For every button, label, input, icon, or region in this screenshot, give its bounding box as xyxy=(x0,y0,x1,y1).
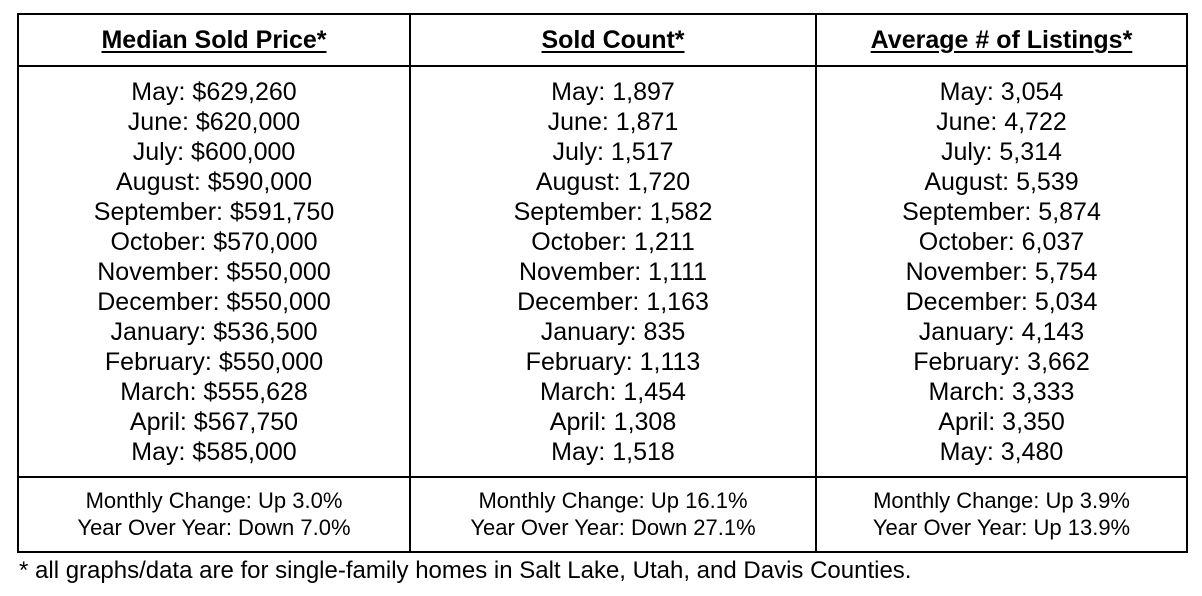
value-line: December: 5,034 xyxy=(905,288,1098,316)
year-over-year: Year Over Year: Down 7.0% xyxy=(77,515,351,540)
value-line: March: 3,333 xyxy=(928,378,1075,406)
value-line: February: 3,662 xyxy=(913,348,1090,376)
monthly-change: Monthly Change: Up 3.9% xyxy=(873,488,1130,513)
header-median-sold-price: Median Sold Price* xyxy=(18,14,410,66)
value-line: July: 5,314 xyxy=(941,138,1062,166)
header-row xyxy=(18,14,1187,66)
average-listings-summary xyxy=(816,477,1187,552)
value-line: July: $600,000 xyxy=(132,138,296,166)
value-line: October: 6,037 xyxy=(918,228,1085,256)
footnote: * all graphs/data are for single-family homes in Salt Lake, Utah, and Davis Counties. xyxy=(19,557,912,584)
values-row xyxy=(18,66,1187,477)
sold-count-values xyxy=(410,66,816,477)
value-line: May: $585,000 xyxy=(131,438,297,466)
sold-count-summary xyxy=(410,477,816,552)
value-line: March: 1,454 xyxy=(540,378,686,406)
value-line: August: $590,000 xyxy=(116,168,312,196)
value-line: March: $555,628 xyxy=(120,378,308,406)
value-line: May: 1,897 xyxy=(551,78,675,106)
value-line: October: 1,211 xyxy=(531,228,695,256)
value-line: June: $620,000 xyxy=(127,108,301,136)
value-line: January: $536,500 xyxy=(110,318,318,346)
value-line: November: $550,000 xyxy=(97,258,331,286)
value-line: February: $550,000 xyxy=(104,348,324,376)
header-sold-count: Sold Count* xyxy=(410,14,816,66)
value-line: June: 1,871 xyxy=(547,108,679,136)
value-line: May: 1,518 xyxy=(551,438,675,466)
value-line: April: $567,750 xyxy=(129,408,299,436)
value-line: April: 1,308 xyxy=(549,408,677,436)
value-line: August: 5,539 xyxy=(924,168,1079,196)
header-average-listings: Average # of Listings* xyxy=(816,14,1187,66)
value-line: November: 1,111 xyxy=(518,258,708,286)
value-line: October: $570,000 xyxy=(110,228,318,256)
value-line: August: 1,720 xyxy=(535,168,691,196)
value-line: May: 3,054 xyxy=(939,78,1064,106)
value-line: September: 1,582 xyxy=(513,198,713,226)
average-listings-values xyxy=(816,66,1187,477)
value-line: January: 835 xyxy=(540,318,686,346)
value-line: November: 5,754 xyxy=(905,258,1098,286)
value-line: December: $550,000 xyxy=(97,288,331,316)
year-over-year: Year Over Year: Up 13.9% xyxy=(872,515,1131,540)
value-line: June: 4,722 xyxy=(936,108,1067,136)
monthly-change: Monthly Change: Up 3.0% xyxy=(85,488,343,513)
monthly-change: Monthly Change: Up 16.1% xyxy=(478,488,748,513)
value-line: May: 3,480 xyxy=(939,438,1064,466)
value-line: July: 1,517 xyxy=(552,138,674,166)
value-line: September: $591,750 xyxy=(93,198,335,226)
year-over-year: Year Over Year: Down 27.1% xyxy=(470,515,756,540)
value-line: February: 1,113 xyxy=(525,348,701,376)
market-stats-table xyxy=(17,13,1188,553)
value-line: April: 3,350 xyxy=(938,408,1065,436)
value-line: May: $629,260 xyxy=(131,78,297,106)
value-line: December: 1,163 xyxy=(517,288,709,316)
value-line: September: 5,874 xyxy=(902,198,1101,226)
median-sold-price-values xyxy=(18,66,410,477)
median-sold-price-summary xyxy=(18,477,410,552)
value-line: January: 4,143 xyxy=(918,318,1085,346)
summary-row xyxy=(18,477,1187,552)
